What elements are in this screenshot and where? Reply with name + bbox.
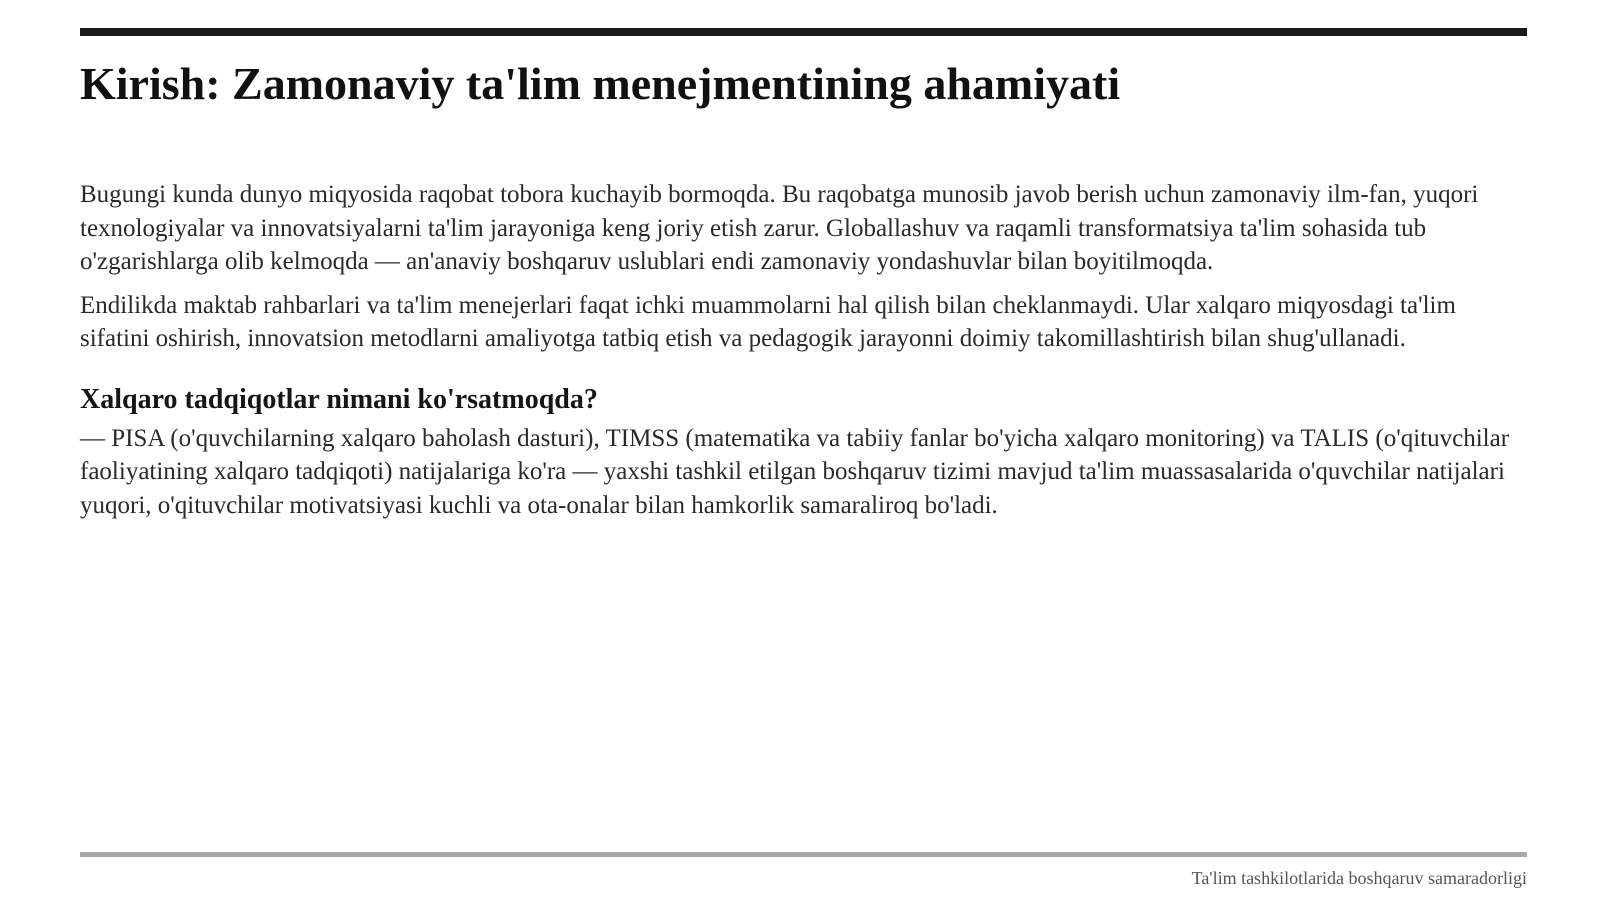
slide-title: Kirish: Zamonaviy ta'lim menejmentining ahamiyati bbox=[80, 58, 1121, 109]
intro-paragraph: Bugungi kunda dunyo miqyosida raqobat tobora kuchayib bormoqda. Bu raqobatga munosib javob berish uchun zamonaviy ilm-fan, yuqori texnologiyalar va innovatsiyalarni ta'lim jarayoniga keng joriy etish zarur. Globallashuv va raqamli transformatsiya ta'lim sohasida tub o'zgarishlarga olib kelmoqda — an'anaviy boshqaruv uslublari endi zamonaviy yondashuvlar bilan boyitilmoqda. bbox=[80, 181, 1479, 275]
bottom-divider bbox=[80, 852, 1527, 857]
research-paragraph: — PISA (o'quvchilarning xalqaro baholash dasturi), TIMSS (matematika va tabiiy fanlar bo'yicha xalqaro monitoring) va TALIS (o'qituvchilar faoliyatining xalqaro tadqiqoti) natijalariga ko'ra — yaxshi tashkil etilgan boshqaruv tizimi mavjud ta'lim muassasalarida o'quvchilar natijalari yuqori, o'qituvchilar motivatsiyasi kuchli va ota-onalar bilan hamkorlik samaraliroq bo'ladi. bbox=[80, 424, 1510, 519]
slide-body bbox=[80, 178, 1527, 522]
top-divider bbox=[80, 28, 1527, 36]
slide-footer: Ta'lim tashkilotlarida boshqaruv samaradorligi bbox=[1191, 868, 1527, 888]
research-subheading: Xalqaro tadqiqotlar nimani ko'rsatmoqda? bbox=[80, 383, 598, 415]
managers-paragraph: Endilikda maktab rahbarlari va ta'lim menejerlari faqat ichki muammolarni hal qilish bilan cheklanmaydi. Ular xalqaro miqyosdagi ta'lim sifatini oshirish, innovatsion metodlarni amaliyotga tatbiq etish va pedagogik jarayonni doimiy takomillashtirish bilan shug'ullanadi. bbox=[80, 291, 1456, 352]
slide bbox=[80, 0, 1527, 900]
